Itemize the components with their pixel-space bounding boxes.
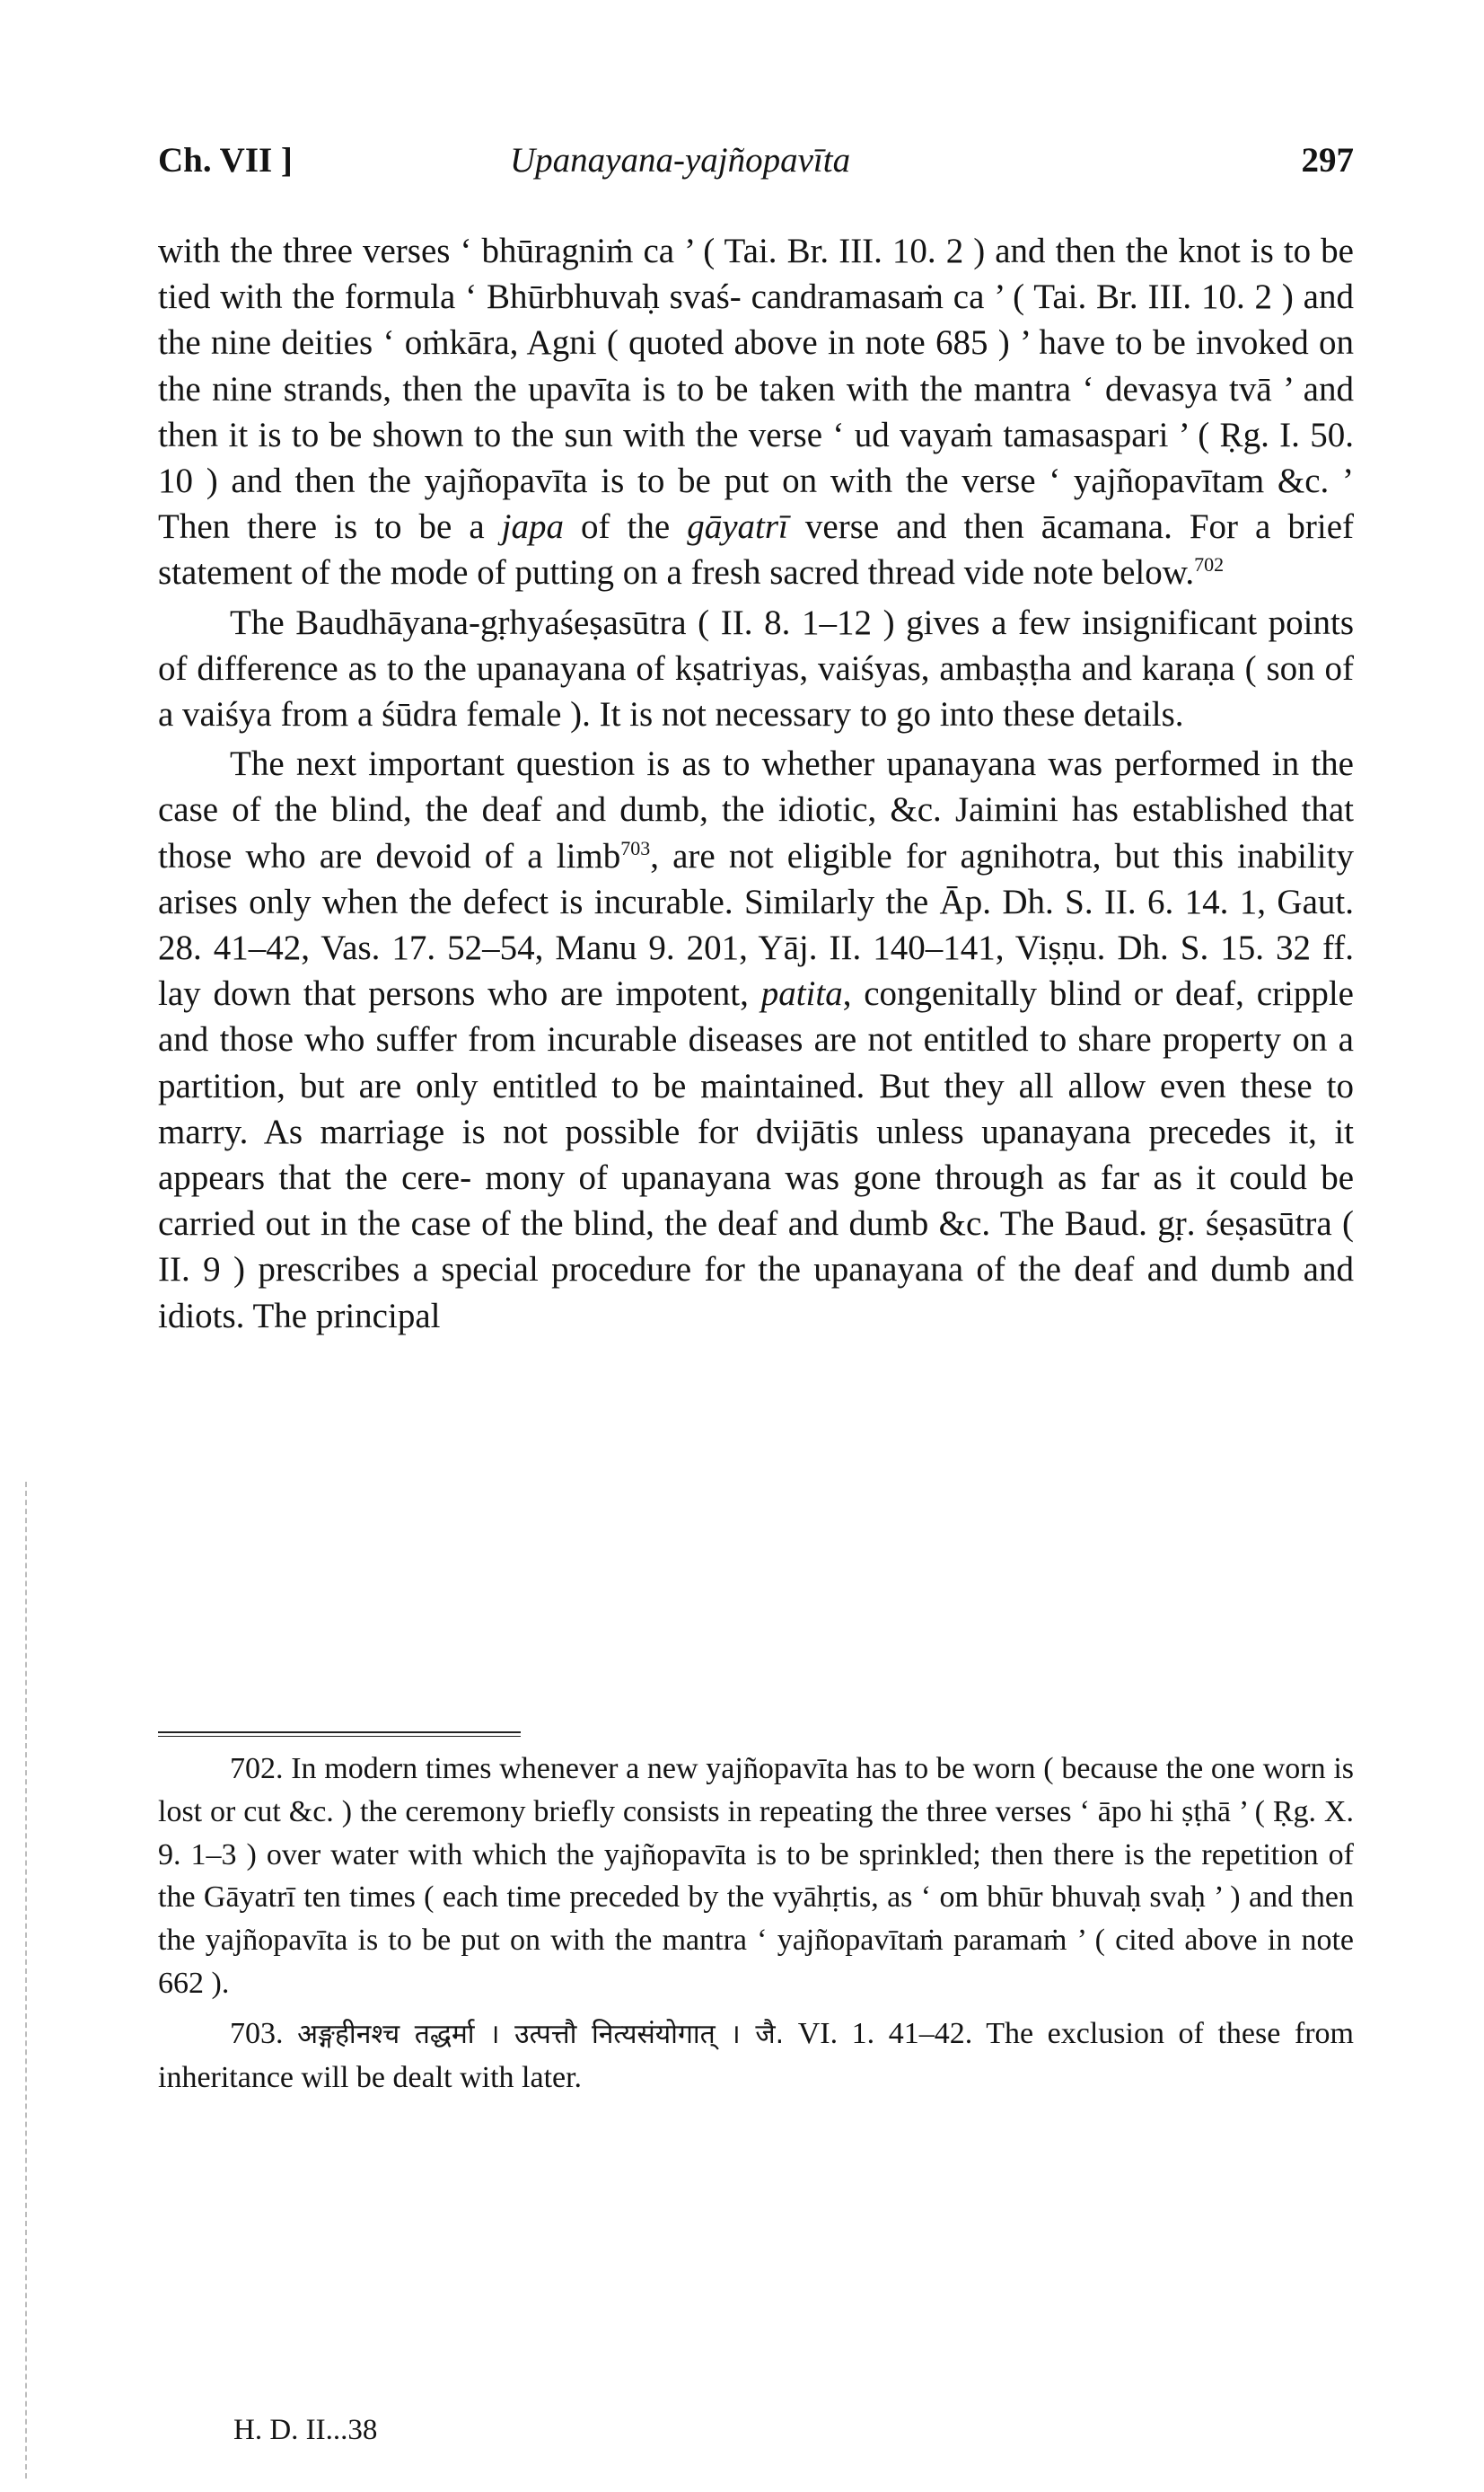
- italic-term: gāyatrī: [687, 507, 788, 547]
- footnote-702: 702. In modern times whenever a new yajñopavīta has to be worn ( because the one worn is lost or cut &c. ) the ceremony briefly consists in repeating the three verses ‘ āpo hi ṣṭhā ’ ( Ṛg. X. 9. 1–3 ) over water with which the yajñopavīta is to be sprinkled; then there is the repetition of the Gāyatrī ten times ( each time preceded by the vyāhṛtis, as ‘ om bhūr bhuvaḥ svaḥ ’ ) and then the yajñopavīta is to be put on with the mantra ‘ yajñopavītaṁ paramaṁ ’ ( cited above in note 662 ).: [158, 1752, 1354, 2000]
- main-text: [158, 228, 1354, 1339]
- signature-mark: H. D. II...38: [233, 2414, 378, 2446]
- italic-term: japa: [501, 507, 565, 547]
- paragraph-3: [158, 741, 1354, 1339]
- page-number: 297: [1301, 141, 1354, 180]
- sanskrit-quote: अङ्गहीनश्च तद्धर्मा । उत्पत्तौ नित्यसंयोगात् । जै.: [297, 2018, 785, 2050]
- footnote-number: 703.: [230, 2016, 284, 2050]
- footnote-ref-702[interactable]: 702: [1194, 553, 1225, 577]
- text-run: , congenitally blind or deaf, cripple and those who suffer from incurable diseases are not entitled to share property on a partition, but are only entitled to be maintained. But they all allow even these to marry. As marriage is not possible for dvijātis unless upanayana precedes it, it appears that the cere- mony of upanayana was gone through as far as it could be carried out in the case of the blind, the deaf and dumb &c. The Baud. gṛ. śeṣasūtra ( II. 9 ) prescribes a special procedure for the upanayana of the deaf and dumb and idiots. The principal: [158, 974, 1354, 1335]
- paragraph-1: [158, 228, 1354, 596]
- text-run: with the three verses ‘ bhūragniṁ ca ’ ( Tai. Br. III. 10. 2 ) and then the knot is to be tied with the formula ‘ Bhūrbhuvaḥ svaś- candramasaṁ ca ’ ( Tai. Br. III. 10. 2 ) and the nine deities ‘ oṁkāra, Agni ( quoted above in note 685 ) ’ have to be invoked on the nine strands, then the upavīta is to be taken with the mantra ‘ devasya tvā ’ and then it is to be shown to the sun with the verse ‘ ud vayaṁ tamasaspari ’ ( Ṛg. I. 50. 10 ) and then the yajñopavīta is to be put on with the verse ‘ yajñopavītam &c. ’ Then there is to be a: [158, 232, 1354, 547]
- running-header: [158, 140, 1354, 194]
- text-run: , are not eligible for agnihotra, but this inability arises only when the defect is incurable. Similarly the Āp. Dh. S. II. 6. 14. 1, Gaut. 28. 41–42, Vas. 17. 52–54, Manu 9. 201, Yāj. II. 140–141, Viṣṇu. Dh. S. 15. 32 ff. lay down that persons who are impotent,: [158, 836, 1354, 1014]
- running-title: Upanayana-yajñopavīta: [510, 141, 851, 180]
- chapter-label: Ch. VII ]: [158, 141, 293, 180]
- text-run: The next important question is as to whether upanayana was performed in the case of the blind, the deaf and dumb, the idiotic, &c. Jaimini has established that those who are devoid of a limb: [158, 744, 1354, 876]
- paragraph-2: The Baudhāyana-gṛhyaśeṣasūtra ( II. 8. 1–12 ) gives a few insignificant points of difference as to the upanayana of kṣatriyas, vaiśyas, ambaṣṭha and karaṇa ( son of a vaiśya from a śūdra female ). It is not necessary to go into these details.: [158, 603, 1354, 735]
- scan-margin-mark: [25, 1482, 29, 2479]
- text-run: VI. 1. 41–42. The exclusion of these from inheritance will be dealt with later.: [158, 2016, 1354, 2094]
- footnote-divider: [158, 1731, 521, 1737]
- footnotes: [158, 1748, 1354, 2099]
- text-run: verse and then ācamana. For a brief statement of the mode of putting on a fresh sacred thread vide note below.: [158, 507, 1355, 593]
- footnote-703: [158, 2012, 1354, 2100]
- footnote-ref-703[interactable]: 703: [620, 836, 651, 859]
- text-run: of the: [564, 507, 688, 547]
- italic-term: patita: [760, 974, 843, 1014]
